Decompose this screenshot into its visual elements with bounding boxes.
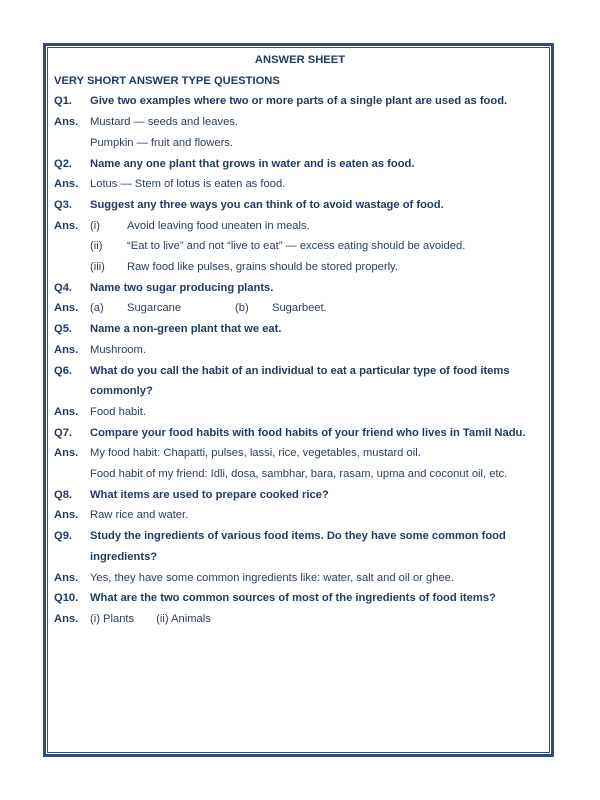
answer-8: [54, 505, 546, 526]
question-number: Q9.: [54, 530, 73, 543]
question-number: Q8.: [54, 488, 73, 501]
answer-text: Pumpkin — fruit and flowers.: [90, 136, 234, 149]
answer-part: (i) Plants: [90, 612, 135, 625]
question-number: Q4.: [54, 281, 73, 294]
answer-label: Ans.: [54, 116, 79, 129]
answer-6: [54, 402, 546, 423]
answer-4: [54, 298, 546, 319]
answer-text: Mushroom.: [90, 343, 146, 356]
list-text: Avoid leaving food uneaten in meals.: [127, 219, 310, 232]
answer-9: [54, 568, 546, 589]
question-number: Q6.: [54, 364, 73, 377]
answer-10: [54, 609, 546, 630]
answer-5: [54, 340, 546, 361]
question-number: Q3.: [54, 198, 73, 211]
question-9: [54, 526, 546, 567]
answer-label: Ans.: [54, 509, 79, 522]
section-heading: VERY SHORT ANSWER TYPE QUESTIONS: [54, 74, 280, 87]
answer-label: Ans.: [54, 343, 79, 356]
answer-sheet: [54, 50, 546, 630]
list-item: [90, 236, 546, 257]
answer-part: (ii) Animals: [156, 612, 211, 625]
question-number: Q1.: [54, 95, 73, 108]
answer-text: My food habit: Chapatti, pulses, lassi, rice, vegetables, mustard oil.: [90, 447, 421, 460]
question-text: Give two examples where two or more parts of a single plant are used as food.: [90, 95, 508, 108]
question-text: What are the two common sources of most of the ingredients of food items?: [90, 592, 496, 605]
list-number: (a): [90, 302, 104, 315]
question-6: [54, 361, 546, 402]
question-text: Suggest any three ways you can think of to avoid wastage of food.: [90, 198, 444, 211]
question-1: [54, 91, 546, 112]
answer-text: Mustard — seeds and leaves.: [90, 116, 238, 129]
question-4: [54, 278, 546, 299]
answer-label: Ans.: [54, 178, 79, 191]
list-text: Sugarcane: [127, 302, 182, 315]
question-10: [54, 588, 546, 609]
answer-label: Ans.: [54, 612, 79, 625]
question-number: Q2.: [54, 157, 73, 170]
list-text: Sugarbeet.: [272, 302, 327, 315]
question-7: [54, 423, 546, 444]
answer-text: Food habit.: [90, 405, 146, 418]
answer-list: [90, 216, 546, 278]
answer-1-line-2: [54, 133, 546, 154]
question-2: [54, 154, 546, 175]
question-text: Compare your food habits with food habits of your friend who lives in Tamil Nadu.: [90, 426, 526, 439]
list-number: (i): [90, 219, 100, 232]
answer-1: [54, 112, 546, 133]
list-text: “Eat to live” and not “live to eat” — excess eating should be avoided.: [127, 240, 466, 253]
answer-label: Ans.: [54, 219, 79, 232]
question-number: Q7.: [54, 426, 73, 439]
question-text: Name any one plant that grows in water and is eaten as food.: [90, 157, 415, 170]
list-item: [90, 257, 546, 278]
answer-2: [54, 174, 546, 195]
list-number: (ii): [90, 240, 103, 253]
answer-label: Ans.: [54, 571, 79, 584]
page-title: ANSWER SHEET: [254, 54, 346, 66]
question-number: Q10.: [54, 592, 79, 605]
question-text: Name a non-green plant that we eat.: [90, 323, 282, 336]
answer-text: Yes, they have some common ingredients like: water, salt and oil or ghee.: [90, 571, 455, 584]
answer-pair: [90, 298, 546, 319]
answer-label: Ans.: [54, 447, 79, 460]
question-number: Q5.: [54, 323, 73, 336]
list-number: (iii): [90, 261, 105, 274]
answer-3: [54, 216, 546, 278]
answer-7: [54, 443, 546, 464]
answer-text: Lotus — Stem of lotus is eaten as food.: [90, 178, 286, 191]
list-text: Raw food like pulses, grains should be stored properly.: [127, 261, 398, 274]
answer-label: Ans.: [54, 405, 79, 418]
answer-text: Food habit of my friend: Idli, dosa, sambhar, bara, rasam, upma and coconut oil, etc.: [90, 468, 508, 481]
question-text: Name two sugar producing plants.: [90, 281, 274, 294]
question-text: What items are used to prepare cooked rice?: [90, 488, 329, 501]
question-3: [54, 195, 546, 216]
question-5: [54, 319, 546, 340]
question-text: Study the ingredients of various food items. Do they have some common food ingredients?: [90, 530, 506, 563]
list-number: (b): [235, 302, 249, 315]
question-text: What do you call the habit of an individual to eat a particular type of food items commonly?: [90, 364, 510, 398]
answer-inline: [90, 609, 546, 630]
answer-7-line-2: [54, 464, 546, 485]
list-item: [90, 216, 546, 237]
answer-text: Raw rice and water.: [90, 509, 189, 522]
answer-label: Ans.: [54, 302, 79, 315]
question-8: [54, 485, 546, 506]
